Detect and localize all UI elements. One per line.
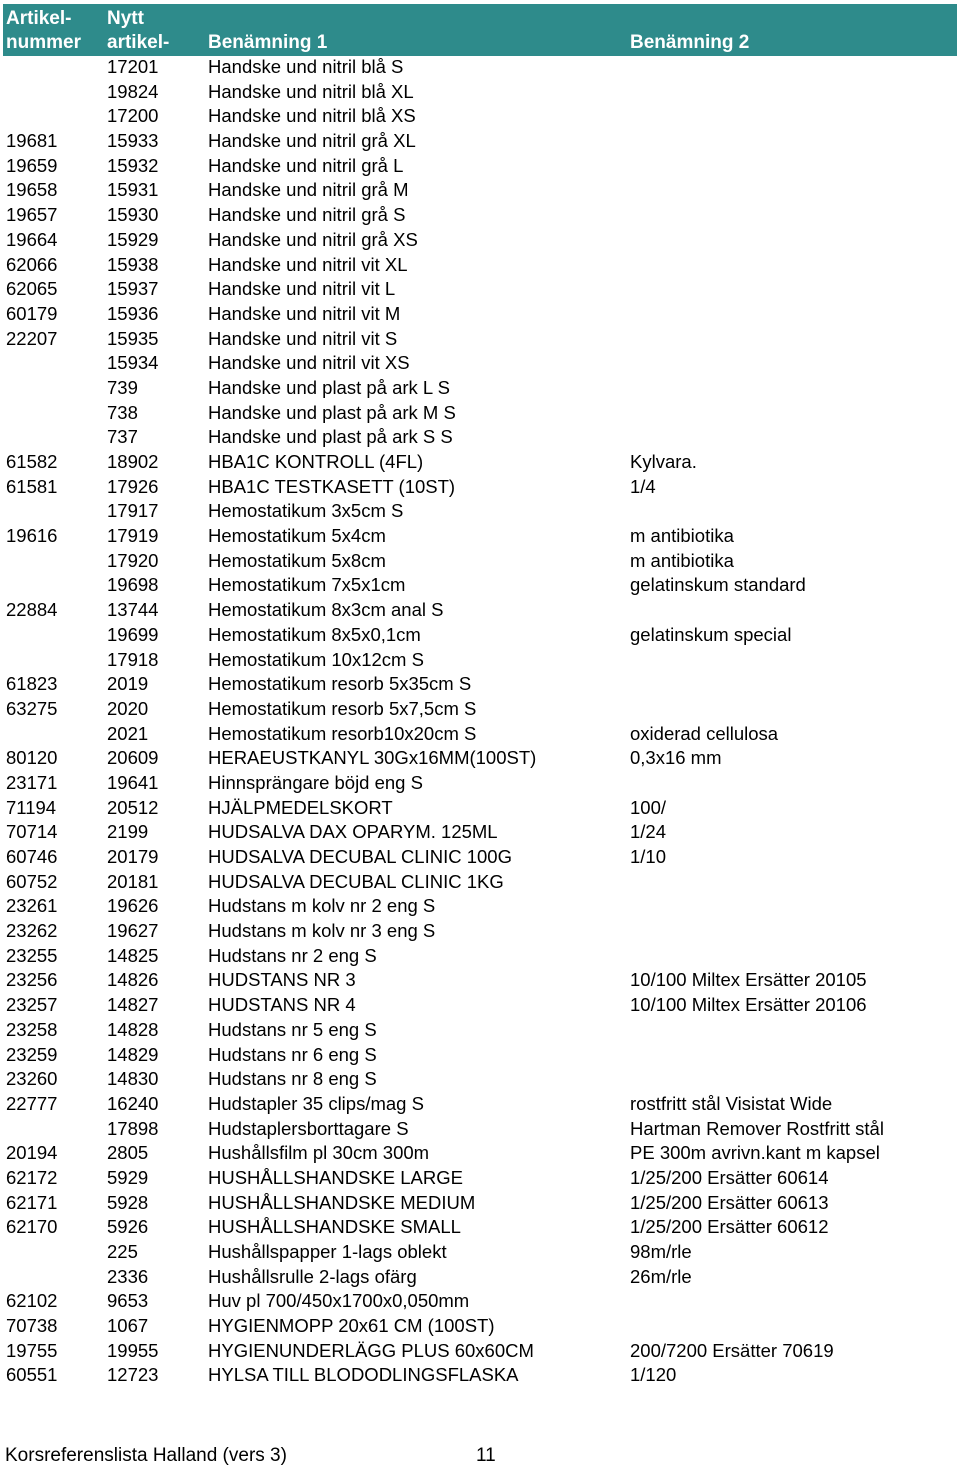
cell-name-1: HUDSALVA DECUBAL CLINIC 1KG xyxy=(208,870,504,892)
table-row xyxy=(0,1117,960,1142)
cell-name-2: PE 300m avrivn.kant m kapsel xyxy=(630,1142,880,1164)
cell-new-article: 2019 xyxy=(107,673,149,695)
cell-name-2: 200/7200 Ersätter 70619 xyxy=(630,1339,834,1361)
cell-name-1: Hemostatikum resorb10x20cm S xyxy=(208,722,477,744)
table-row xyxy=(0,524,960,549)
table-row xyxy=(0,598,960,623)
cell-name-2: Kylvara. xyxy=(630,451,697,472)
table-row xyxy=(0,845,960,870)
cell-new-article: 2805 xyxy=(107,1142,149,1164)
cell-name-1: HUDSTANS NR 4 xyxy=(208,994,356,1016)
cell-new-article: 13744 xyxy=(107,599,159,621)
header-name-2: Benämning 2 xyxy=(630,32,750,53)
cell-article-number: 23260 xyxy=(6,1068,58,1090)
cell-new-article: 14829 xyxy=(107,1043,159,1065)
cell-name-1: Handske und nitril grå L xyxy=(208,154,404,176)
table-row xyxy=(0,648,960,673)
cell-article-number: 62172 xyxy=(6,1166,58,1188)
cell-new-article: 17200 xyxy=(107,105,159,127)
cell-name-1: Hemostatikum 5x8cm xyxy=(208,549,386,571)
cell-name-1: Handske und plast på ark S S xyxy=(208,426,453,448)
cell-name-1: Hushållsfilm pl 30cm 300m xyxy=(208,1142,430,1164)
cell-new-article: 15931 xyxy=(107,179,159,201)
cell-name-1: Hudstans nr 5 eng S xyxy=(208,1018,377,1040)
cell-new-article: 18902 xyxy=(107,451,159,472)
cell-new-article: 19698 xyxy=(107,574,159,596)
cell-article-number: 62171 xyxy=(6,1191,58,1213)
cell-new-article: 15938 xyxy=(107,253,159,275)
cell-article-number: 19659 xyxy=(6,154,58,176)
cell-new-article: 20512 xyxy=(107,796,159,818)
cell-new-article: 14830 xyxy=(107,1068,159,1090)
cell-name-1: Hushållsrulle 2-lags ofärg xyxy=(208,1265,417,1287)
cell-name-1: Hudstans m kolv nr 2 eng S xyxy=(208,895,436,917)
cell-name-2: 98m/rle xyxy=(630,1241,692,1262)
cell-new-article: 19824 xyxy=(107,80,159,102)
cell-name-1: Handske und nitril blå S xyxy=(208,56,404,77)
cell-new-article: 5928 xyxy=(107,1191,149,1213)
cell-name-1: Handske und nitril vit M xyxy=(208,302,401,324)
table-row xyxy=(0,1215,960,1240)
cell-name-2: gelatinskum standard xyxy=(630,574,806,596)
cell-article-number: 80120 xyxy=(6,747,58,769)
cell-article-number: 71194 xyxy=(6,796,57,818)
cell-name-1: HUSHÅLLSHANDSKE SMALL xyxy=(208,1216,461,1238)
table-row xyxy=(0,944,960,969)
table-row xyxy=(0,870,960,895)
cell-new-article: 15936 xyxy=(107,302,159,324)
cell-name-1: Hudstans nr 6 eng S xyxy=(208,1043,377,1065)
cell-new-article: 739 xyxy=(107,376,138,398)
table-row xyxy=(0,475,960,500)
cell-article-number: 62066 xyxy=(6,253,58,275)
cell-new-article: 1067 xyxy=(107,1315,149,1337)
cell-new-article: 20179 xyxy=(107,846,159,867)
cell-name-1: Handske und nitril grå S xyxy=(208,204,406,226)
table-row xyxy=(0,697,960,722)
cell-name-1: HUSHÅLLSHANDSKE MEDIUM xyxy=(208,1191,476,1213)
cell-name-2: 0,3x16 mm xyxy=(630,747,722,769)
header-name-1: Benämning 1 xyxy=(208,32,328,53)
table-row xyxy=(0,1067,960,1092)
table-row xyxy=(0,672,960,697)
cell-article-number: 61581 xyxy=(6,475,58,497)
cell-name-1: HUDSALVA DAX OPARYM. 125ML xyxy=(208,821,498,843)
cell-new-article: 9653 xyxy=(107,1290,149,1312)
table-row xyxy=(0,1265,960,1290)
cell-name-1: Hinnsprängare böjd eng S xyxy=(208,771,423,793)
footer-title: Korsreferenslista Halland (vers 3) xyxy=(5,1445,287,1466)
cell-name-2: 100/ xyxy=(630,796,667,818)
table-header xyxy=(3,4,957,56)
table-row xyxy=(0,1289,960,1314)
table-row xyxy=(0,1240,960,1265)
cell-name-1: Huv pl 700/450x1700x0,050mm xyxy=(208,1290,470,1312)
cell-name-1: Hemostatikum resorb 5x7,5cm S xyxy=(208,697,477,719)
cell-article-number: 63275 xyxy=(6,697,58,719)
cell-new-article: 14826 xyxy=(107,969,159,991)
cell-name-1: Hudstans nr 8 eng S xyxy=(208,1068,377,1090)
cell-new-article: 17898 xyxy=(107,1117,159,1139)
cell-name-2: 26m/rle xyxy=(630,1265,692,1287)
cell-name-1: Handske und nitril blå XL xyxy=(208,80,414,102)
cell-new-article: 19627 xyxy=(107,920,159,942)
table-row xyxy=(0,968,960,993)
cell-article-number: 19616 xyxy=(6,525,58,547)
table-row xyxy=(0,351,960,376)
cell-article-number: 23262 xyxy=(6,920,58,942)
cell-new-article: 15935 xyxy=(107,327,159,349)
cell-name-2: 1/24 xyxy=(630,821,667,843)
cell-name-1: HUDSTANS NR 3 xyxy=(208,969,356,991)
cell-new-article: 2020 xyxy=(107,697,149,719)
cell-new-article: 2336 xyxy=(107,1265,149,1287)
cell-article-number: 22207 xyxy=(6,327,58,349)
cell-name-1: Hemostatikum 7x5x1cm xyxy=(208,574,406,596)
cell-new-article: 17926 xyxy=(107,475,159,497)
cell-name-1: Hemostatikum 10x12cm S xyxy=(208,648,424,670)
cell-article-number: 70738 xyxy=(6,1315,58,1337)
table-row xyxy=(0,1141,960,1166)
cell-name-1: Handske und nitril grå XL xyxy=(208,130,416,152)
table-row xyxy=(0,1314,960,1339)
cell-name-1: HJÄLPMEDELSKORT xyxy=(208,796,393,818)
cell-name-2: rostfritt stål Visistat Wide xyxy=(630,1092,833,1114)
cell-name-2: 1/25/200 Ersätter 60613 xyxy=(630,1191,829,1213)
cell-new-article: 17920 xyxy=(107,549,159,571)
page-number: 11 xyxy=(476,1445,496,1466)
cell-new-article: 19699 xyxy=(107,623,159,645)
cell-name-1: Handske und nitril vit L xyxy=(208,278,396,300)
cell-article-number: 60752 xyxy=(6,870,58,892)
cell-article-number: 23261 xyxy=(6,895,58,917)
table-row xyxy=(0,104,960,129)
cell-new-article: 17919 xyxy=(107,525,159,547)
cell-name-1: HBA1C KONTROLL (4FL) xyxy=(208,451,424,472)
cell-article-number: 19755 xyxy=(6,1339,58,1361)
table-row xyxy=(0,203,960,228)
table-row xyxy=(0,327,960,352)
table-row xyxy=(0,277,960,302)
cell-new-article: 12723 xyxy=(107,1364,159,1386)
cell-article-number: 62170 xyxy=(6,1216,58,1238)
cell-new-article: 5926 xyxy=(107,1216,149,1238)
table-row xyxy=(0,425,960,450)
cell-new-article: 15933 xyxy=(107,130,159,152)
table-row xyxy=(0,771,960,796)
table-row xyxy=(0,722,960,747)
cell-article-number: 60551 xyxy=(6,1364,58,1386)
table-row xyxy=(0,1043,960,1068)
cell-article-number: 19658 xyxy=(6,179,58,201)
table-row xyxy=(0,401,960,426)
cell-article-number: 62102 xyxy=(6,1290,58,1312)
cell-name-2: 1/120 xyxy=(630,1364,677,1386)
cell-name-2: 10/100 Miltex Ersätter 20106 xyxy=(630,994,867,1016)
table-row xyxy=(0,1363,960,1388)
cell-new-article: 14827 xyxy=(107,994,159,1016)
cell-new-article: 738 xyxy=(107,401,138,423)
cell-name-1: Hushållspapper 1-lags oblekt xyxy=(208,1241,447,1262)
cell-name-1: HUDSALVA DECUBAL CLINIC 100G xyxy=(208,846,512,867)
cell-name-1: Hudstans nr 2 eng S xyxy=(208,944,377,966)
cell-name-2: 1/25/200 Ersätter 60612 xyxy=(630,1216,829,1238)
cell-article-number: 23257 xyxy=(6,994,58,1016)
table-row xyxy=(0,1092,960,1117)
cell-new-article: 15937 xyxy=(107,278,159,300)
cell-article-number: 23256 xyxy=(6,969,58,991)
cell-name-1: HYLSA TILL BLODODLINGSFLASKA xyxy=(208,1364,519,1386)
cell-article-number: 19664 xyxy=(6,228,58,250)
cell-name-1: HYGIENMOPP 20x61 CM (100ST) xyxy=(208,1315,495,1337)
table-row xyxy=(0,80,960,105)
cell-name-2: 1/4 xyxy=(630,475,656,497)
cell-new-article: 225 xyxy=(107,1241,138,1262)
cell-name-1: Hemostatikum 8x5x0,1cm xyxy=(208,623,421,645)
cell-name-1: HUSHÅLLSHANDSKE LARGE xyxy=(208,1166,463,1188)
table-row xyxy=(0,820,960,845)
cell-article-number: 61823 xyxy=(6,673,58,695)
cell-article-number: 60179 xyxy=(6,302,58,324)
cell-name-1: Hudstaplersborttagare S xyxy=(208,1117,409,1139)
cell-name-2: m antibiotika xyxy=(630,525,734,547)
table-row xyxy=(0,450,960,475)
cell-new-article: 14828 xyxy=(107,1018,159,1040)
table-row xyxy=(0,1191,960,1216)
table-row xyxy=(0,376,960,401)
cell-new-article: 17918 xyxy=(107,648,159,670)
cell-article-number: 22884 xyxy=(6,599,58,621)
table-row xyxy=(0,993,960,1018)
table-row xyxy=(0,796,960,821)
table-row xyxy=(0,154,960,179)
cell-name-2: 1/10 xyxy=(630,846,667,867)
cell-name-1: HYGIENUNDERLÄGG PLUS 60x60CM xyxy=(208,1339,534,1361)
table-row xyxy=(0,178,960,203)
cell-article-number: 23255 xyxy=(6,944,58,966)
cell-name-1: Handske und plast på ark L S xyxy=(208,376,451,398)
cell-new-article: 2021 xyxy=(107,722,149,744)
cell-article-number: 23171 xyxy=(6,771,58,793)
header-new-article xyxy=(107,7,169,55)
cell-name-1: HERAEUSTKANYL 30Gx16MM(100ST) xyxy=(208,747,537,769)
cell-new-article: 16240 xyxy=(107,1092,159,1114)
header-label: artikel- xyxy=(107,32,170,53)
cell-new-article: 5929 xyxy=(107,1166,149,1188)
cell-new-article: 19641 xyxy=(107,771,159,793)
header-label: Nytt xyxy=(107,8,144,29)
cell-new-article: 737 xyxy=(107,426,138,448)
cell-name-2: 10/100 Miltex Ersätter 20105 xyxy=(630,969,867,991)
cell-article-number: 19681 xyxy=(6,130,58,152)
header-label: nummer xyxy=(6,32,81,53)
table-body xyxy=(0,55,960,1388)
cell-name-1: Hemostatikum 3x5cm S xyxy=(208,500,404,522)
cell-article-number: 62065 xyxy=(6,278,58,300)
table-row xyxy=(0,919,960,944)
cell-article-number: 22777 xyxy=(6,1092,58,1114)
cell-name-1: HBA1C TESTKASETT (10ST) xyxy=(208,475,456,497)
cell-article-number: 23258 xyxy=(6,1018,58,1040)
cell-article-number: 23259 xyxy=(6,1043,58,1065)
cell-new-article: 15929 xyxy=(107,228,159,250)
cell-name-1: Handske und nitril grå XS xyxy=(208,228,418,250)
table-row xyxy=(0,302,960,327)
cell-name-2: m antibiotika xyxy=(630,549,734,571)
table-row xyxy=(0,1166,960,1191)
cell-new-article: 15934 xyxy=(107,352,159,374)
cell-name-1: Handske und nitril blå XS xyxy=(208,105,416,127)
table-row xyxy=(0,573,960,598)
table-row xyxy=(0,228,960,253)
cell-article-number: 70714 xyxy=(6,821,58,843)
cell-name-1: Handske und nitril vit XL xyxy=(208,253,408,275)
table-row xyxy=(0,55,960,80)
cell-name-2: oxiderad cellulosa xyxy=(630,722,779,744)
cell-name-1: Handske und plast på ark M S xyxy=(208,401,456,423)
table-row xyxy=(0,746,960,771)
table-row xyxy=(0,129,960,154)
cell-new-article: 20609 xyxy=(107,747,159,769)
cell-article-number: 20194 xyxy=(6,1142,58,1164)
cell-name-1: Handske und nitril grå M xyxy=(208,179,409,201)
cell-name-1: Hemostatikum 5x4cm xyxy=(208,525,386,547)
cell-name-2: Hartman Remover Rostfritt stål xyxy=(630,1117,884,1139)
header-label: Artikel- xyxy=(6,8,72,29)
cell-new-article: 17917 xyxy=(107,500,159,522)
cell-new-article: 17201 xyxy=(107,56,159,77)
cell-new-article: 15932 xyxy=(107,154,159,176)
cell-new-article: 19955 xyxy=(107,1339,159,1361)
table-row xyxy=(0,1018,960,1043)
cell-name-1: Hudstans m kolv nr 3 eng S xyxy=(208,920,436,942)
cell-article-number: 60746 xyxy=(6,846,58,867)
table-row xyxy=(0,623,960,648)
table-row xyxy=(0,499,960,524)
header-article-number xyxy=(6,7,81,55)
cell-name-1: Hemostatikum 8x3cm anal S xyxy=(208,599,444,621)
cell-name-1: Handske und nitril vit S xyxy=(208,327,398,349)
cell-article-number: 61582 xyxy=(6,451,58,472)
cell-new-article: 20181 xyxy=(107,870,159,892)
cell-new-article: 15930 xyxy=(107,204,159,226)
cell-name-1: Handske und nitril vit XS xyxy=(208,352,410,374)
cell-name-1: Hudstapler 35 clips/mag S xyxy=(208,1092,424,1114)
table-row xyxy=(0,549,960,574)
cell-article-number: 19657 xyxy=(6,204,58,226)
cell-name-1: Hemostatikum resorb 5x35cm S xyxy=(208,673,472,695)
cell-new-article: 14825 xyxy=(107,944,159,966)
cell-new-article: 2199 xyxy=(107,821,149,843)
table-row xyxy=(0,894,960,919)
table-row xyxy=(0,1339,960,1364)
cell-name-2: gelatinskum special xyxy=(630,623,792,645)
cell-name-2: 1/25/200 Ersätter 60614 xyxy=(630,1166,829,1188)
table-row xyxy=(0,253,960,278)
cell-new-article: 19626 xyxy=(107,895,159,917)
